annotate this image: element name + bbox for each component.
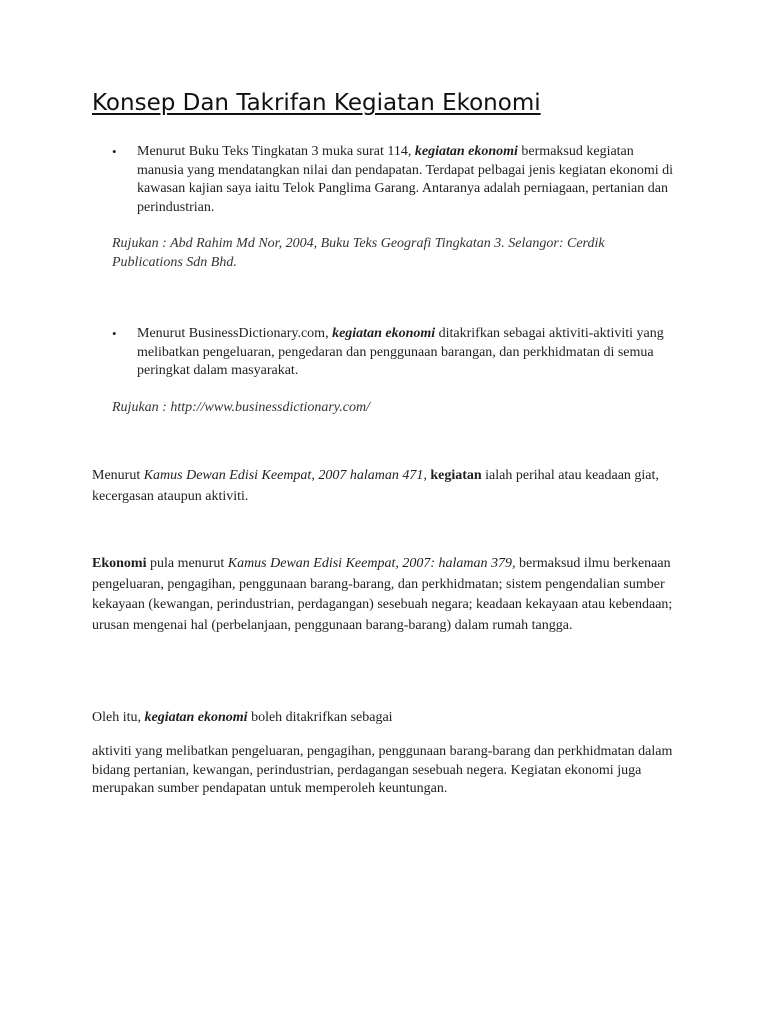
text-run: pula menurut xyxy=(146,556,228,571)
bullet-item-businessdictionary xyxy=(112,325,682,381)
reference-businessdictionary: Rujukan : http://www.businessdictionary.com/ xyxy=(112,400,370,415)
key-term: kegiatan ekonomi xyxy=(414,144,518,159)
paragraph-kegiatan-definition xyxy=(92,466,682,507)
bullet-icon: • xyxy=(112,326,117,341)
text-run: Menurut BusinessDictionary.com, xyxy=(137,326,333,341)
source-citation: Kamus Dewan Edisi Keempat, 2007: halaman 379, xyxy=(227,556,516,571)
paragraph-conclusion-definition: aktiviti yang melibatkan pengeluaran, pengagihan, penggunaan barang-barang dan perkhidmatan dalam bidang pertanian, kewangan, perindustrian, perdagangan sesebuah negera. Kegiatan ekonomi juga merupakan sumber pendapatan untuk memperoleh keuntungan. xyxy=(92,744,673,797)
key-term: kegiatan ekonomi xyxy=(332,326,436,341)
bullet-icon: • xyxy=(112,144,117,159)
paragraph-ekonomi-definition xyxy=(92,554,682,636)
document-title: Konsep Dan Takrifan Kegiatan Ekonomi xyxy=(92,90,541,116)
reference-textbook: Rujukan : Abd Rahim Md Nor, 2004, Buku Teks Geografi Tingkatan 3. Selangor: Cerdik Publications Sdn Bhd. xyxy=(112,236,605,270)
text-run: Menurut xyxy=(92,468,144,483)
key-term: kegiatan xyxy=(430,468,482,483)
bullet-item-textbook xyxy=(112,143,682,217)
source-citation: Kamus Dewan Edisi Keempat, 2007 halaman 471, xyxy=(143,468,427,483)
text-run: boleh ditakrifkan sebagai xyxy=(247,710,393,725)
paragraph-conclusion-intro xyxy=(92,708,682,729)
key-term: Ekonomi xyxy=(92,556,147,571)
bullet-text xyxy=(137,143,682,217)
text-run: bermaksud kegiatan manusia yang mendatangkan nilai dan pendapatan. Terdapat pelbagai jenis kegiatan ekonomi di kawasan kajian saya iaitu Telok Panglima Garang. Antaranya adalah perniagaan, pertanian dan perindustrian. xyxy=(137,144,674,215)
bullet-text xyxy=(137,325,682,381)
text-run: Oleh itu, xyxy=(92,710,145,725)
text-run: ialah perihal atau keadaan giat, kecergasan ataupun aktiviti. xyxy=(92,468,659,504)
text-run: ditakrifkan sebagai aktiviti-aktiviti yang melibatkan pengeluaran, pengedaran dan penggunaan barangan, dan perkhidmatan di semua peringkat dalam masyarakat. xyxy=(137,326,664,379)
text-run: Menurut Buku Teks Tingkatan 3 muka surat 114, xyxy=(137,144,415,159)
key-term: kegiatan ekonomi xyxy=(144,710,248,725)
text-run: bermaksud ilmu berkenaan pengeluaran, pengagihan, penggunaan barang-barang, dan perkhidmatan; sistem pengendalian sumber kekayaan (kewangan, perindustrian, perdagangan) sesebuah negara; keadaan kekayaan atau kebendaan; urusan mengenai hal (perbelanjaan, penggunaan barang-barang) dalam rumah tangga. xyxy=(92,556,673,633)
